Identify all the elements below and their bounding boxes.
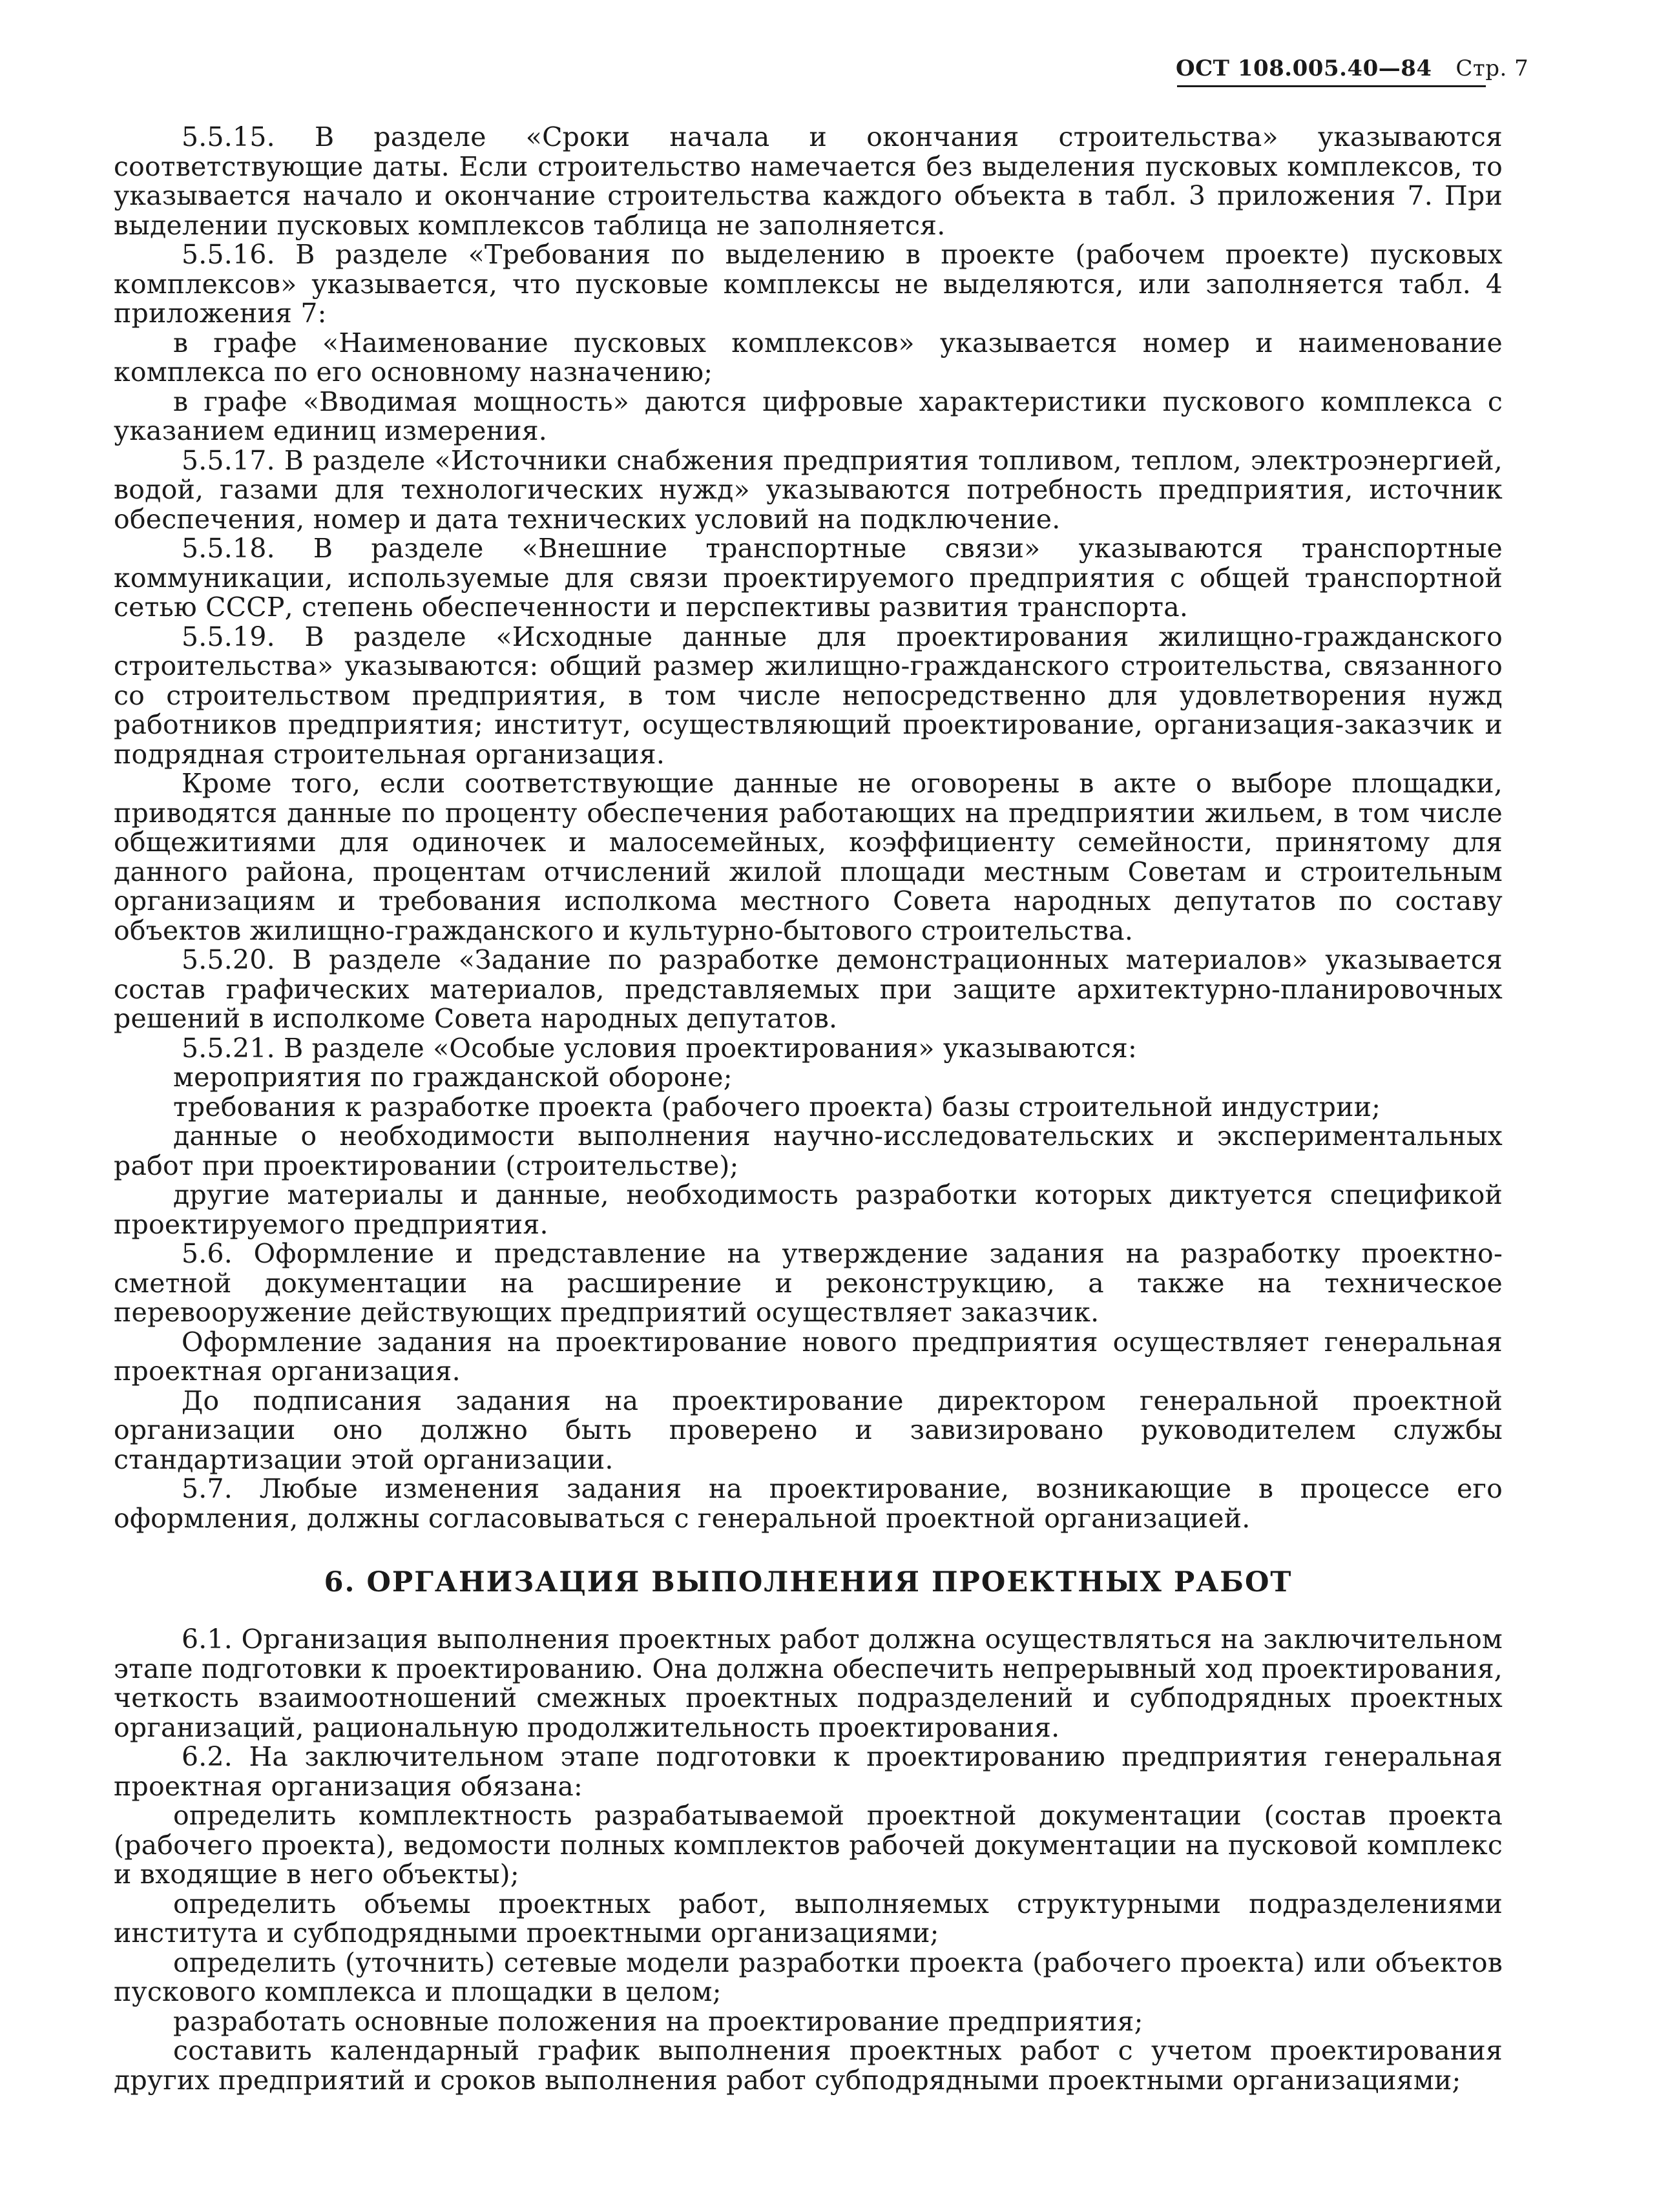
list-item: в графе «Наименование пусковых комплексов» указывается номер и наименование комплекса по его основному назначению; bbox=[114, 327, 1503, 388]
running-header bbox=[1176, 56, 1529, 81]
paragraph: 5.6. Оформление и представление на утверждение задания на разработку проектно-сметной документации на расширение и реконструкцию, а также на техническое перевооружение действующих предприятий осуществляет заказчик. bbox=[114, 1238, 1503, 1328]
list-item: данные о необходимости выполнения научно-исследовательских и экспериментальных работ при проектировании (строительстве); bbox=[114, 1121, 1503, 1181]
paragraph: 6.1. Организация выполнения проектных работ должна осуществляться на заключительном этапе подготовки к проектированию. Она должна обеспечить непрерывный ход проектирования, четкость взаимоотношений смежных проектных подразделений и субподрядных проектных организаций, рациональную продолжительность проектирования. bbox=[114, 1624, 1503, 1743]
paragraph: 5.5.16. В разделе «Требования по выделению в проекте (рабочем проекте) пусковых комплексов» указывается, что пусковые комплексы не выделяются, или заполняется табл. 4 приложения 7: bbox=[114, 239, 1503, 329]
page-number: Стр. 7 bbox=[1455, 56, 1529, 81]
list-item: определить объемы проектных работ, выполняемых структурными подразделениями института и субподрядными проектными организациями; bbox=[114, 1888, 1503, 1948]
header-rule bbox=[1177, 85, 1486, 87]
paragraph: 5.5.15. В разделе «Сроки начала и окончания строительства» указываются соответствующие даты. Если строительство намечается без выделения пусковых комплексов, то указывается начало и окончание строительства каждого объекта в табл. 3 приложения 7. При выделении пусковых комплексов таблица не заполняется. bbox=[114, 121, 1503, 241]
list-item: мероприятия по гражданской обороне; bbox=[173, 1062, 733, 1093]
document-code: ОСТ 108.005.40—84 bbox=[1176, 56, 1432, 81]
body-text bbox=[114, 123, 1503, 2095]
paragraph: 5.5.20. В разделе «Задание по разработке демонстрационных материалов» указывается состав графических материалов, представляемых при защите архитектурно-планировочных решений в исполкоме Совета народных депутатов. bbox=[114, 944, 1503, 1034]
list-item: определить комплектность разрабатываемой проектной документации (состав проекта (рабочего проекта), ведомости полных комплектов рабочей документации на пусковой комплекс и входящие в него объекты); bbox=[114, 1800, 1503, 1890]
paragraph: 5.7. Любые изменения задания на проектирование, возникающие в процессе его оформления, должны согласовываться с генеральной проектной организацией. bbox=[114, 1473, 1503, 1534]
paragraph: 6.2. На заключительном этапе подготовки к проектированию предприятия генеральная проектная организация обязана: bbox=[114, 1741, 1503, 1802]
paragraph: Кроме того, если соответствующие данные не оговорены в акте о выборе площадки, приводятся данные по проценту обеспечения работающих на предприятии жильем, в том числе общежитиями для одиночек и малосемейных, коэффициенту семейности, принятому для данного района, процентам отчислений жилой площади местным Советам и строительным организациям и требования исполкома местного Совета народных депутатов по составу объектов жилищно-гражданского и культурно-бытового строительства. bbox=[114, 768, 1503, 946]
list-item: требования к разработке проекта (рабочего проекта) базы строительной индустрии; bbox=[173, 1091, 1381, 1122]
list-item: определить (уточнить) сетевые модели разработки проекта (рабочего проекта) или объектов пускового комплекса и площадки в целом; bbox=[114, 1947, 1503, 2007]
paragraph: 5.5.19. В разделе «Исходные данные для проектирования жилищно-гражданского строительства» указываются: общий размер жилищно-гражданского строительства, связанного со строительством предприятия, в том числе непосредственно для удовлетворения нужд работников предприятия; институт, осуществляющий проектирование, организация-заказчик и подрядная строительная организация. bbox=[114, 621, 1503, 770]
list-item: разработать основные положения на проектирование предприятия; bbox=[173, 2005, 1143, 2037]
paragraph: 5.5.18. В разделе «Внешние транспортные связи» указываются транспортные коммуникации, используемые для связи проектируемого предприятия с общей транспортной сетью СССР, степень обеспеченности и перспективы развития транспорта. bbox=[114, 533, 1503, 623]
paragraph: Оформление задания на проектирование нового предприятия осуществляет генеральная проектная организация. bbox=[114, 1326, 1503, 1387]
list-item: в графе «Вводимая мощность» даются цифровые характеристики пускового комплекса с указанием единиц измерения. bbox=[114, 386, 1503, 446]
list-item: составить календарный график выполнения проектных работ с учетом проектирования других предприятий и сроков выполнения работ субподрядными проектными организациями; bbox=[114, 2035, 1503, 2096]
paragraph: 5.5.21. В разделе «Особые условия проектирования» указываются: bbox=[182, 1032, 1137, 1064]
paragraph: До подписания задания на проектирование директором генеральной проектной организации оно должно быть проверено и завизировано руководителем службы стандартизации этой организации. bbox=[114, 1385, 1503, 1475]
paragraph: 5.5.17. В разделе «Источники снабжения предприятия топливом, теплом, электроэнергией, водой, газами для технологических нужд» указываются потребность предприятия, источник обеспечения, номер и дата технических условий на подключение. bbox=[114, 444, 1503, 535]
paragraphs-after-section bbox=[114, 1625, 1503, 2095]
list-item: другие материалы и данные, необходимость разработки которых диктуется спецификой проектируемого предприятия. bbox=[114, 1179, 1503, 1240]
paragraphs-before-section bbox=[114, 123, 1503, 1533]
section-heading: 6. ОРГАНИЗАЦИЯ ВЫПОЛНЕНИЯ ПРОЕКТНЫХ РАБОТ bbox=[324, 1566, 1293, 1598]
